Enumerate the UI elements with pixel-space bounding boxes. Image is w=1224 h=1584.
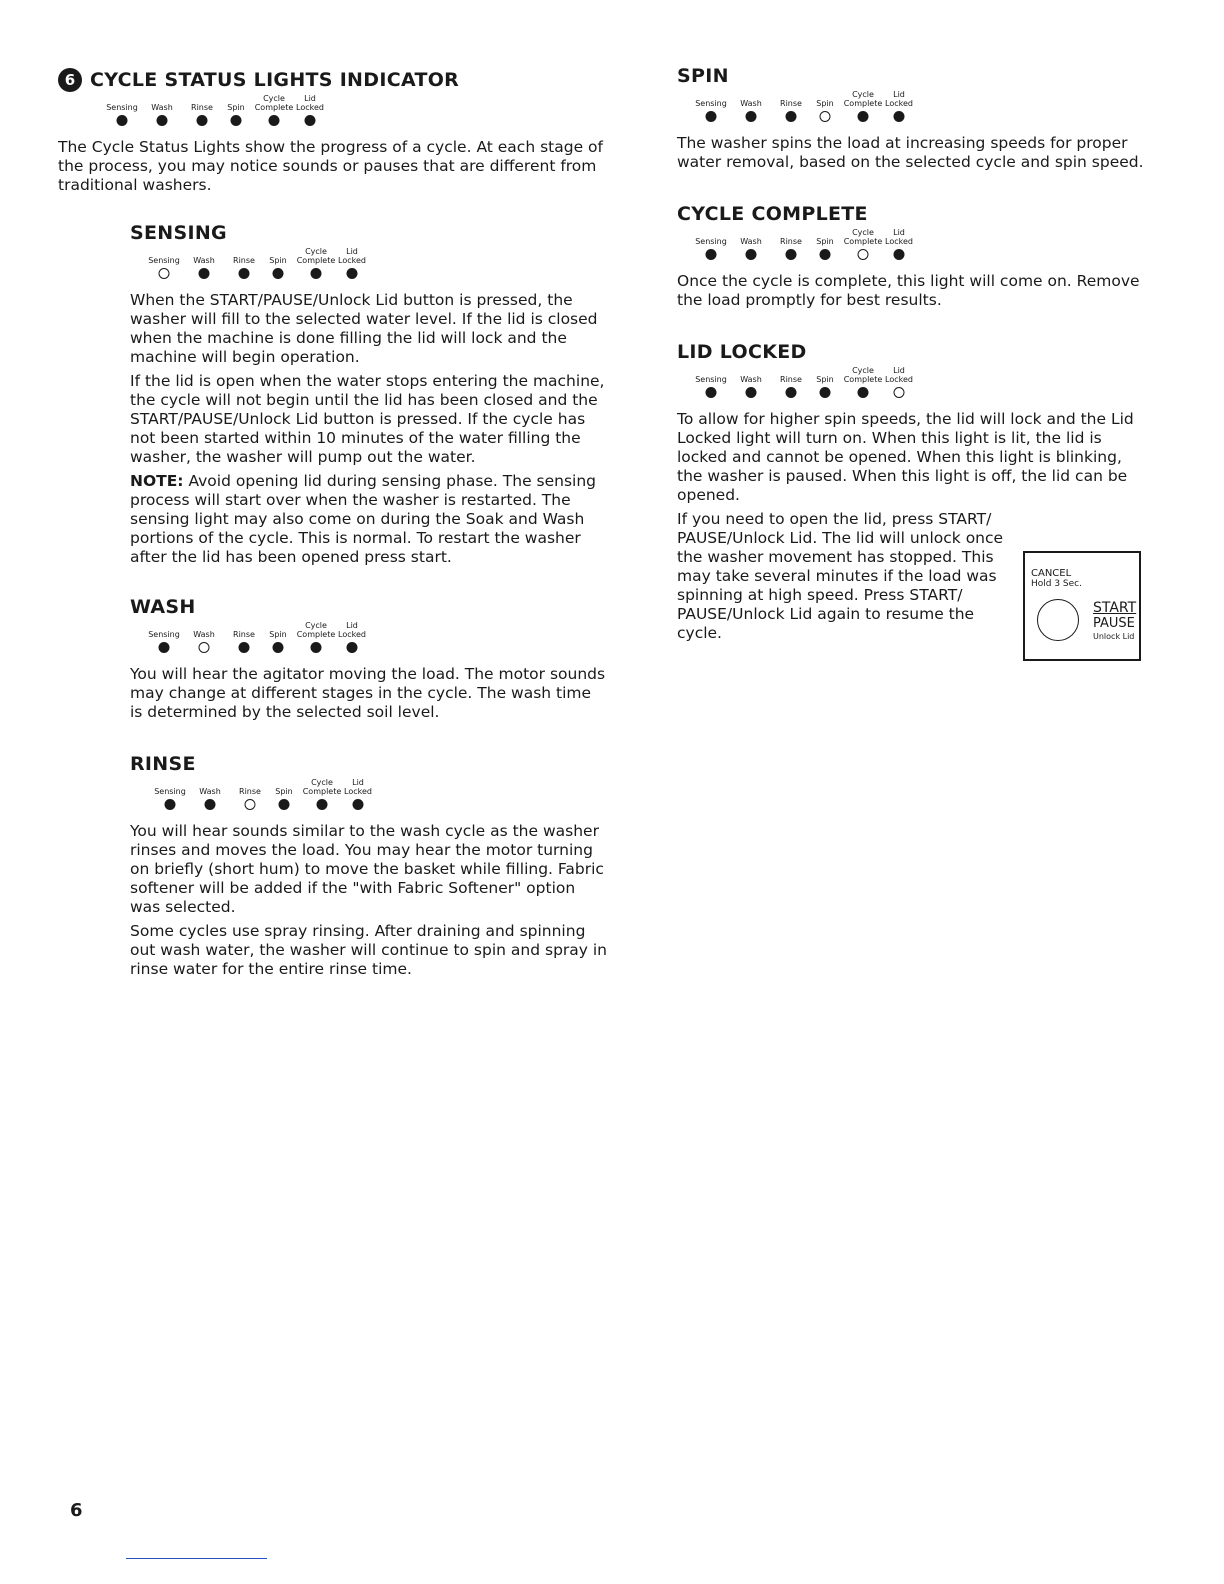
section-cycle-complete [677, 202, 1147, 310]
light-label-cycle-complete-top: Cycle [852, 366, 874, 375]
light-label-spin-bottom: Spin [275, 787, 293, 796]
start-pause-button-icon [1037, 599, 1079, 641]
light-label-wash-bottom: Wash [151, 103, 173, 112]
note-label: NOTE: [130, 472, 184, 490]
light-label-rinse-bottom: Rinse [780, 237, 802, 246]
light-label-wash-bottom: Wash [193, 630, 215, 639]
light-label-spin-bottom: Spin [269, 630, 287, 639]
status-light-rinse-icon [239, 268, 250, 279]
light-label-sensing-bottom: Sensing [148, 630, 180, 639]
status-light-cycle-complete-icon [858, 249, 869, 260]
light-label-lid-locked-bottom: Locked [296, 103, 324, 112]
status-light-cycle-complete-icon [858, 387, 869, 398]
main-title-row [58, 68, 608, 92]
light-label-lid-locked-bottom: Locked [885, 237, 913, 246]
left-column [58, 68, 608, 979]
status-light-spin-icon [820, 249, 831, 260]
light-label-lid-locked-top: Lid [346, 621, 358, 630]
light-label-sensing-bottom: Sensing [695, 99, 727, 108]
light-label-wash-bottom: Wash [740, 99, 762, 108]
light-label-cycle-complete-bottom: Complete [254, 103, 294, 112]
status-light-wash-icon [746, 111, 757, 122]
light-label-cycle-complete-bottom: Complete [302, 787, 342, 796]
sensing-lights [148, 247, 608, 283]
status-light-cycle-complete-icon [311, 642, 322, 653]
status-light-wash-icon [746, 387, 757, 398]
intro-paragraph: The Cycle Status Lights show the progress of a cycle. At each stage of the process, you may notice sounds or pauses that are different from traditional washers. [58, 138, 603, 194]
light-label-spin-bottom: Spin [816, 375, 834, 384]
light-label-cycle-complete-bottom: Complete [296, 256, 336, 265]
wash-title: WASH [130, 596, 196, 618]
light-label-sensing-bottom: Sensing [148, 256, 180, 265]
light-label-sensing-bottom: Sensing [695, 375, 727, 384]
status-light-sensing-icon [159, 268, 170, 279]
light-label-cycle-complete-top: Cycle [852, 90, 874, 99]
light-label-rinse-bottom: Rinse [191, 103, 213, 112]
section-cycle-status [58, 68, 608, 195]
status-light-rinse-icon [786, 111, 797, 122]
status-light-spin-icon [820, 387, 831, 398]
status-light-rinse-icon [786, 387, 797, 398]
cycle-complete-title: CYCLE COMPLETE [677, 203, 868, 225]
light-label-lid-locked-top: Lid [304, 94, 316, 103]
status-light-lid-locked-icon [894, 249, 905, 260]
light-label-wash-bottom: Wash [740, 375, 762, 384]
status-light-lid-locked-icon [347, 642, 358, 653]
rinse-paragraph-1: You will hear sounds similar to the wash cycle as the washer rinses and moves the load. You may hear the motor turning on briefly (short hum) to move the basket while filling. Fabric softener will be added if the "with Fabric Softener" option was selected. [130, 822, 604, 916]
cancel-label: CANCEL [1031, 568, 1072, 579]
lid-locked-paragraph-2: If you need to open the lid, press START/ PAUSE/Unlock Lid. The lid will unlock once the washer movement has stopped. This may take several minutes if the load was spinning at high speed. Press START/ PAUSE/Unlock Lid again to resume the cycle. [677, 510, 1004, 642]
light-label-cycle-complete-top: Cycle [305, 621, 327, 630]
lid-locked-paragraph-1: To allow for higher spin speeds, the lid will lock and the Lid Locked light will turn on. When this light is lit, the lid is locked and cannot be opened. When this light is blinking, the washer is paused. When this light is off, the lid can be opened. [677, 410, 1134, 504]
start-label: START [1093, 600, 1137, 616]
footer-line [126, 1558, 267, 1559]
status-light-spin-icon [273, 268, 284, 279]
light-label-rinse-bottom: Rinse [233, 630, 255, 639]
status-light-sensing-icon [165, 799, 176, 810]
status-light-sensing-icon [159, 642, 170, 653]
light-label-wash-bottom: Wash [199, 787, 221, 796]
status-light-wash-icon [205, 799, 216, 810]
status-light-sensing-icon [706, 249, 717, 260]
light-label-rinse-bottom: Rinse [239, 787, 261, 796]
light-label-lid-locked-bottom: Locked [885, 375, 913, 384]
lid-locked-title: LID LOCKED [677, 341, 807, 363]
status-light-rinse-icon [786, 249, 797, 260]
light-label-cycle-complete-bottom: Complete [296, 630, 336, 639]
status-light-cycle-complete-icon [311, 268, 322, 279]
status-light-lid-locked-icon [894, 387, 905, 398]
light-label-cycle-complete-top: Cycle [311, 778, 333, 787]
status-light-spin-icon [231, 115, 242, 126]
light-label-rinse-bottom: Rinse [780, 375, 802, 384]
status-light-sensing-icon [117, 115, 128, 126]
status-light-rinse-icon [239, 642, 250, 653]
section-rinse [130, 752, 608, 979]
status-light-rinse-icon [197, 115, 208, 126]
spin-paragraph-1: The washer spins the load at increasing speeds for proper water removal, based on the selected cycle and spin speed. [677, 134, 1144, 171]
rinse-title: RINSE [130, 753, 196, 775]
wash-paragraph-1: You will hear the agitator moving the load. The motor sounds may change at different stages in the cycle. The wash time is determined by the selected soil level. [130, 665, 606, 721]
light-label-wash-bottom: Wash [740, 237, 762, 246]
light-label-lid-locked-top: Lid [893, 366, 905, 375]
status-light-cycle-complete-icon [317, 799, 328, 810]
light-label-lid-locked-top: Lid [893, 90, 905, 99]
lid-locked-lights [695, 366, 1147, 402]
main-title: CYCLE STATUS LIGHTS INDICATOR [90, 69, 460, 91]
sensing-note [130, 472, 608, 567]
section-spin [677, 64, 1147, 172]
step-number-badge: 6 [58, 68, 82, 92]
status-light-rinse-icon [245, 799, 256, 810]
hold-label: Hold 3 Sec. [1031, 579, 1082, 589]
status-light-lid-locked-icon [353, 799, 364, 810]
rinse-paragraph-2: Some cycles use spray rinsing. After draining and spinning out wash water, the washer will continue to spin and spray in rinse water for the entire rinse time. [130, 922, 608, 978]
status-light-wash-icon [199, 268, 210, 279]
light-label-lid-locked-bottom: Locked [344, 787, 372, 796]
light-label-wash-bottom: Wash [193, 256, 215, 265]
note-text: Avoid opening lid during sensing phase. The sensing process will start over when the washer is restarted. The sensing light may also come on during the Soak and Wash portions of the cycle. This is normal. To restart the washer after the lid has been opened press start. [130, 472, 597, 566]
light-label-sensing-bottom: Sensing [695, 237, 727, 246]
light-label-cycle-complete-bottom: Complete [843, 375, 883, 384]
light-label-lid-locked-bottom: Locked [885, 99, 913, 108]
spin-lights [695, 90, 1147, 126]
light-label-rinse-bottom: Rinse [233, 256, 255, 265]
spin-title: SPIN [677, 65, 729, 87]
status-light-lid-locked-icon [894, 111, 905, 122]
status-light-cycle-complete-icon [269, 115, 280, 126]
light-label-spin-bottom: Spin [816, 99, 834, 108]
cycle-status-lights [106, 94, 608, 130]
light-label-spin-bottom: Spin [269, 256, 287, 265]
section-wash [130, 595, 608, 722]
rinse-lights [154, 778, 608, 814]
status-light-sensing-icon [706, 387, 717, 398]
light-label-spin-bottom: Spin [227, 103, 245, 112]
cycle-complete-paragraph-1: Once the cycle is complete, this light will come on. Remove the load promptly for best results. [677, 272, 1140, 309]
status-light-wash-icon [199, 642, 210, 653]
light-label-rinse-bottom: Rinse [780, 99, 802, 108]
status-light-spin-icon [273, 642, 284, 653]
light-label-cycle-complete-top: Cycle [305, 247, 327, 256]
section-sensing [130, 221, 608, 567]
status-light-wash-icon [746, 249, 757, 260]
status-light-lid-locked-icon [347, 268, 358, 279]
light-label-cycle-complete-bottom: Complete [843, 99, 883, 108]
page-number: 6 [70, 1500, 83, 1521]
sensing-paragraph-1: When the START/PAUSE/Unlock Lid button is pressed, the washer will fill to the selected water level. If the lid is closed when the machine is done filling the lid will lock and the machine will begin operation. [130, 291, 598, 366]
sensing-title: SENSING [130, 222, 227, 244]
light-label-cycle-complete-top: Cycle [263, 94, 285, 103]
status-light-spin-icon [820, 111, 831, 122]
light-label-spin-bottom: Spin [816, 237, 834, 246]
light-label-cycle-complete-bottom: Complete [843, 237, 883, 246]
status-light-sensing-icon [706, 111, 717, 122]
sensing-paragraph-2: If the lid is open when the water stops entering the machine, the cycle will not begin until the lid has been closed and the START/PAUSE/Unlock Lid button is pressed. If the cycle has not been started within 10 minutes of the water filling the washer, the washer will pump out the water. [130, 372, 605, 466]
start-pause-control-panel [1023, 551, 1141, 661]
light-label-lid-locked-top: Lid [346, 247, 358, 256]
light-label-sensing-bottom: Sensing [154, 787, 186, 796]
status-light-lid-locked-icon [305, 115, 316, 126]
pause-label: PAUSE [1093, 616, 1135, 631]
light-label-sensing-bottom: Sensing [106, 103, 138, 112]
light-label-lid-locked-bottom: Locked [338, 630, 366, 639]
light-label-cycle-complete-top: Cycle [852, 228, 874, 237]
status-light-spin-icon [279, 799, 290, 810]
cycle-complete-lights [695, 228, 1147, 264]
light-label-lid-locked-top: Lid [352, 778, 364, 787]
wash-lights [148, 621, 608, 657]
unlock-lid-label: Unlock Lid [1093, 632, 1135, 641]
lid-locked-paragraph-2-wrap [677, 510, 1017, 643]
status-light-wash-icon [157, 115, 168, 126]
light-label-lid-locked-top: Lid [893, 228, 905, 237]
status-light-cycle-complete-icon [858, 111, 869, 122]
light-label-lid-locked-bottom: Locked [338, 256, 366, 265]
